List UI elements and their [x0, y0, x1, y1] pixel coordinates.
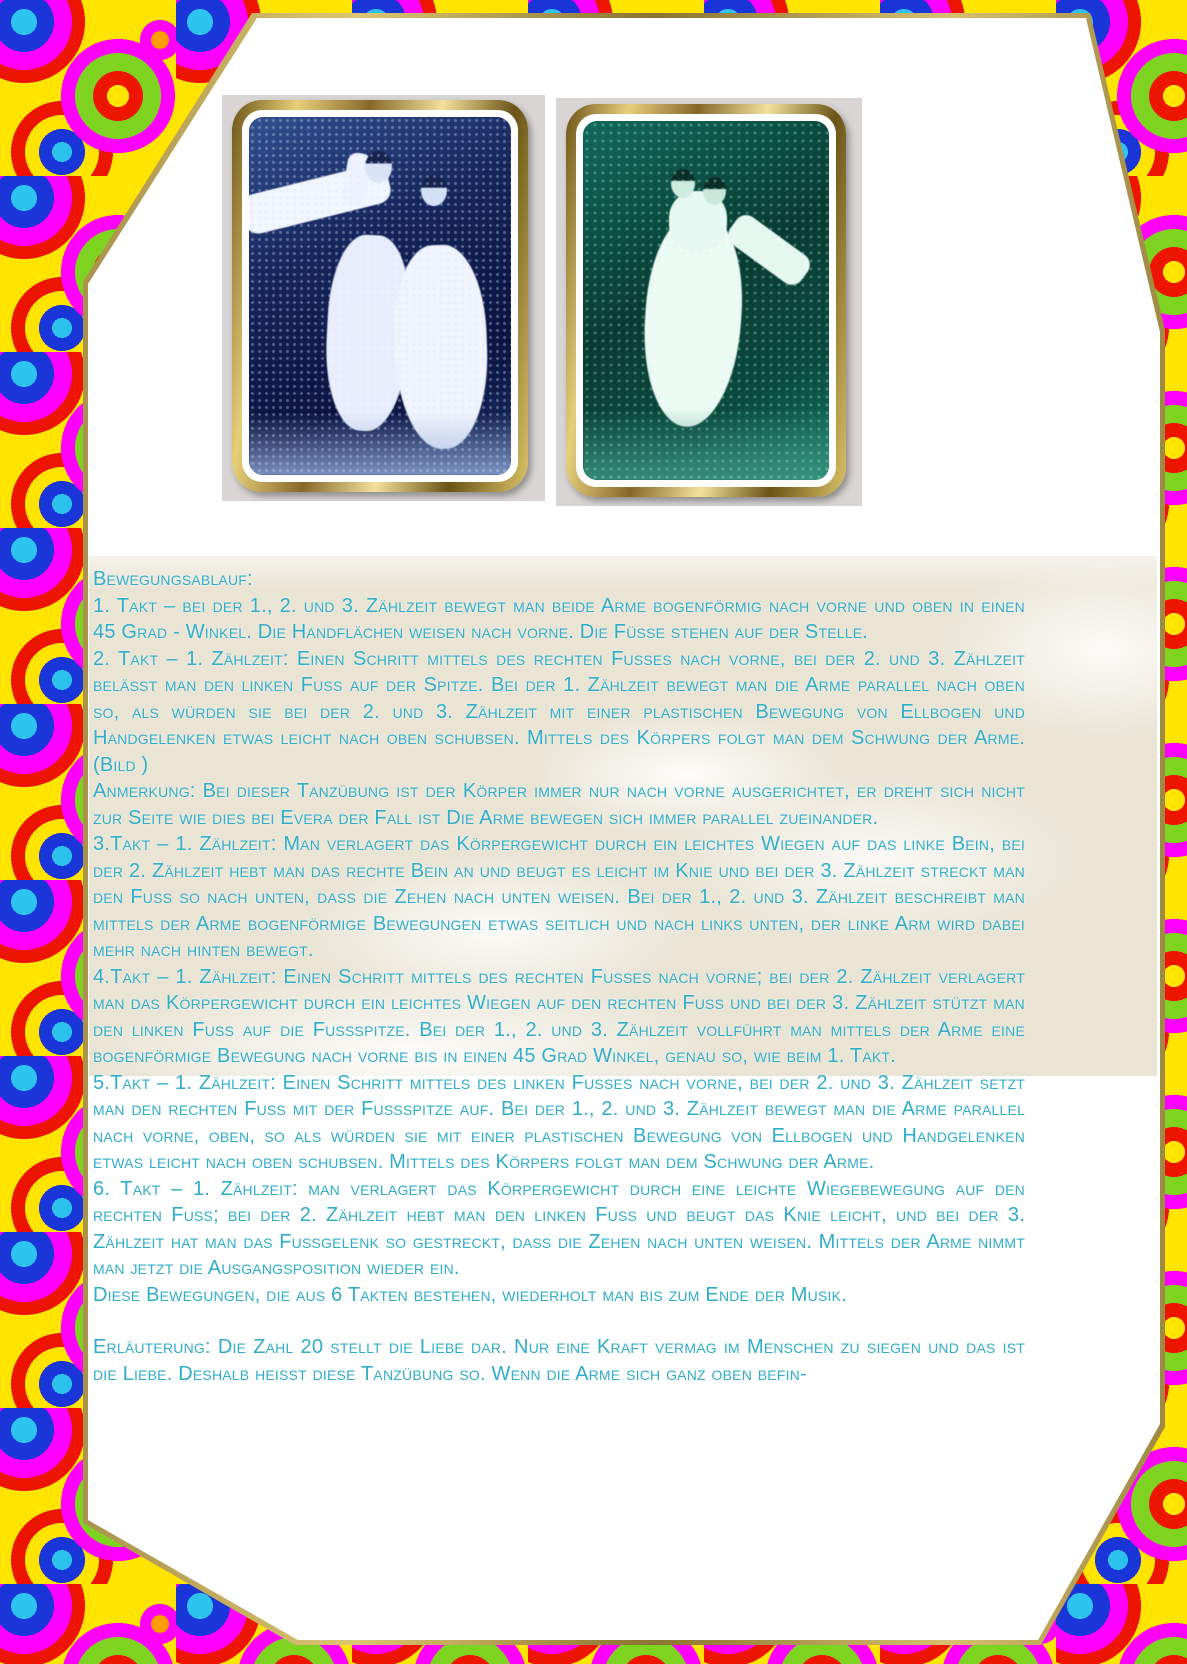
- body-text: [93, 566, 1025, 1387]
- dancer-torso-shape: [669, 191, 727, 251]
- dancer-head-shape: [671, 169, 695, 198]
- photo-mat-right: [576, 114, 836, 487]
- dance-photo-blue: [249, 117, 511, 475]
- dancer-hand-shape: [341, 151, 373, 206]
- dancer-head-shape: [421, 175, 447, 206]
- paragraph-takt-1: 1. Takt – bei der 1., 2. und 3. Zählzeit bewegt man beide Arme bogenförmig nach vorne und oben in einen 45 Grad - Winkel. Die Handflächen weisen nach vorne. Die Füsse stehen auf der Stelle.: [93, 594, 1025, 643]
- dancer-dress-shape: [322, 233, 414, 433]
- photo-frame-left: [232, 100, 528, 492]
- paragraph-erlaeuterung: Erläuterung: Die Zahl 20 stellt die Liebe dar. Nur eine Kraft vermag im Menschen zu siegen und das ist die Liebe. Deshalb heisst diese Tanzübung so. Wenn die Arme sich ganz oben befin-: [93, 1336, 1025, 1385]
- dancer-dress-shape: [391, 243, 490, 450]
- paragraph-takt-5: 5.Takt – 1. Zählzeit: Einen Schritt mittels des linken Fusses nach vorne, bei der 2. und 3. Zählzeit setzt man den rechten Fuss mit der Fussspitze auf. Bei der 1., 2. und 3. Zählzeit bewegt man die Arme parallel nach vorne, oben, so als würden sie mit einer plastischen Bewegung von Ellbogen und Handgelenken etwas leicht nach oben schubsen. Mittels des Körpers folgt man dem Schwung der Arme.: [93, 1071, 1025, 1173]
- paragraph-takt-6: 6. Takt – 1. Zählzeit: man verlagert das Körpergewicht durch eine leichte Wiegebewegung auf den rechten Fuss; bei der 2. Zählzeit hebt man den linken Fuss und beugt das Knie leicht, und bei der 3. Zählzeit hat man das Fussgelenk so gestreckt, dass die Zehen nach unten weisen. Mittels der Arme nimmt man jetzt die Ausgangsposition wieder ein.: [93, 1177, 1025, 1279]
- photo-mat-left: [242, 110, 518, 482]
- photo-ground-shape: [583, 408, 829, 480]
- dancer-sleeve-shape: [723, 210, 814, 289]
- dance-photo-teal: [583, 121, 829, 480]
- dancer-head-shape: [365, 151, 392, 183]
- dancer-dress-shape: [638, 210, 749, 430]
- paragraph-anmerkung: Anmerkung: Bei dieser Tanzübung ist der Körper immer nur nach vorne ausgerichtet, er dreht sich nicht zur Seite wie dies bei Evera der Fall ist Die Arme bewegen sich immer parallel zueinander.: [93, 780, 1025, 829]
- paragraph-takt-3: 3.Takt – 1. Zählzeit: Man verlagert das Körpergewicht durch ein leichtes Wiegen auf das linke Bein, bei der 2. Zählzeit hebt man das rechte Bein an und beugt es leicht im Knie und bei der 3. Zählzeit streckt man den Fuss so nach unten, dass die Zehen nach unten weisen. Bei der 1., 2. und 3. Zählzeit beschreibt man mittels der Arme bogenförmige Bewegungen etwas seitlich und nach links unten, der linke Arm wird dabei mehr nach hinten bewegt.: [93, 833, 1025, 961]
- paragraph-takt-2: 2. Takt – 1. Zählzeit: Einen Schritt mittels des rechten Fusses nach vorne, bei der 2. und 3. Zählzeit belässt man den linken Fuss auf der Spitze. Bei der 1. Zählzeit bewegt man die Arme parallel nach oben so, als würden sie bei der 2. und 3. Zählzeit mit einer plastischen Bewegung von Ellbogen und Handgelenken etwas leicht nach oben schubsen. Mittels des Körpers folgt man dem Schwung der Arme. (Bild ): [93, 647, 1025, 776]
- section-heading: Bewegungsablauf:: [93, 568, 253, 590]
- dancer-arm-shape: [249, 161, 394, 236]
- paragraph-takt-4: 4.Takt – 1. Zählzeit: Einen Schritt mittels des rechten Fusses nach vorne; bei der 2. Zählzeit verlagert man das Körpergewicht durch ein leichtes Wiegen auf den rechten Fuss und bei der 3. Zählzeit stützt man den linken Fuss auf die Fussspitze. Bei der 1., 2. und 3. Zählzeit vollführt man mittels der Arme eine bogenförmige Bewegung nach vorne bis in einen 45 Grad Winkel, genau so, wie beim 1. Takt.: [93, 965, 1025, 1067]
- photo-frame-right: [566, 104, 846, 497]
- dancer-head-shape: [703, 177, 726, 205]
- paragraph-wiederholung: Diese Bewegungen, die aus 6 Takten bestehen, wiederholt man bis zum Ende der Musik.: [93, 1283, 847, 1306]
- photo-ground-shape: [249, 413, 511, 475]
